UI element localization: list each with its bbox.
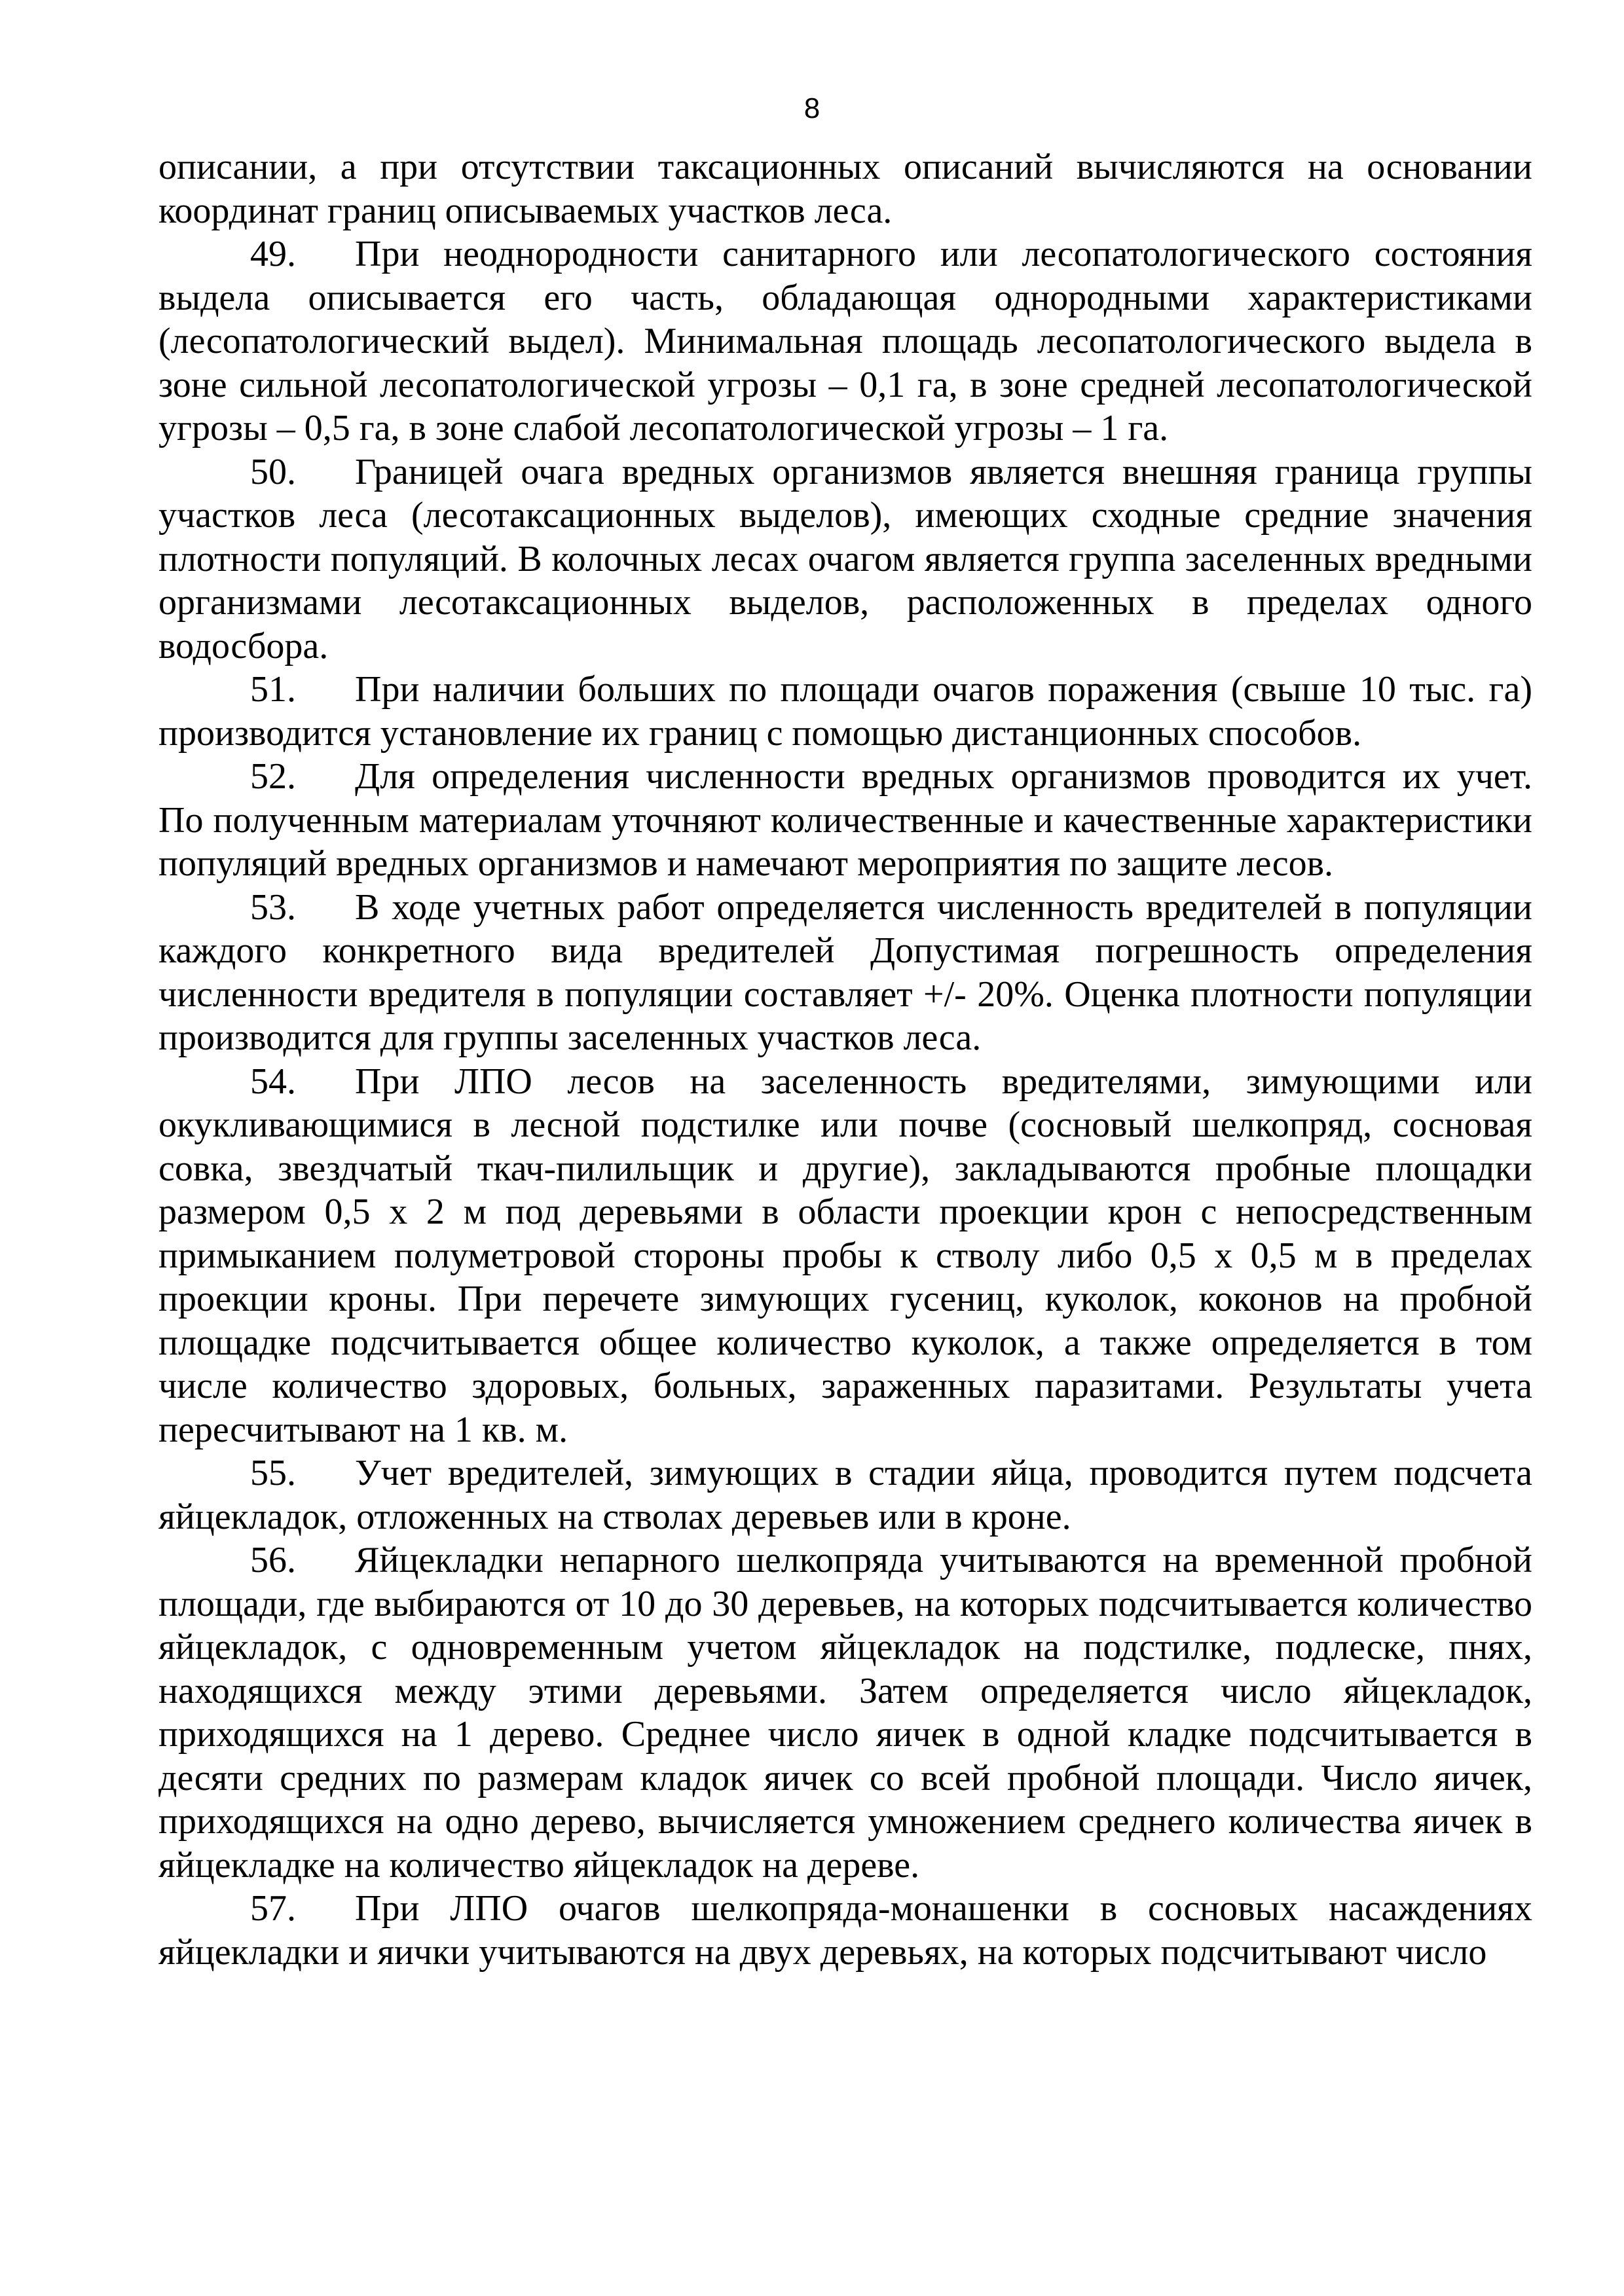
paragraph-text: При наличии больших по площади очагов поражения (свыше 10 тыс. га) производится установление их границ с помощью дистанционных способов. [158,669,1532,754]
paragraph-number: 55. [250,1453,296,1493]
paragraph-number: 54. [250,1061,296,1102]
paragraph-text: При неоднородности санитарного или лесопатологического состояния выдела описывается его часть, обладающая однородными характеристиками (лесопатологический выдел). Минимальная площадь лесопатологического выдела в зоне сильной лесопатологической угрозы – 0,1 га, в зоне средней лесопатологической угрозы – 0,5 га, в зоне слабой лесопатологической угрозы – 1 га. [158,234,1532,448]
paragraph-50 [158,450,1532,668]
paragraph-52 [158,755,1532,886]
paragraph-text: Яйцекладки непарного шелкопряда учитываются на временной пробной площади, где выбираются от 10 до 30 деревьев, на которых подсчитывается количество яйцекладок, с одновременным учетом яйцекладок на подстилке, подлеске, пнях, находящихся между этими деревьями. Затем определяется число яйцекладок, приходящихся на 1 дерево. Среднее число яичек в одной кладке подсчитывается в десяти средних по размерам кладок яичек со всей пробной площади. Число яичек, приходящихся на одно дерево, вычисляется умножением среднего количества яичек в яйцекладке на количество яйцекладок на дереве. [158,1540,1532,1886]
continuation-paragraph: описании, а при отсутствии таксационных описаний вычисляются на основании координат границ описываемых участков леса. [158,147,1532,231]
paragraph-number: 51. [250,669,296,710]
paragraph-56 [158,1539,1532,1887]
paragraph-number: 53. [250,886,296,928]
paragraph-text: Учет вредителей, зимующих в стадии яйца, проводится путем подсчета яйцекладок, отложенных на стволах деревьев или в кроне. [158,1453,1532,1537]
paragraph-text: Границей очага вредных организмов является внешняя граница группы участков леса (лесотаксационных выделов), имеющих сходные средние значения плотности популяций. В колочных лесах очагом является группа заселенных вредными организмами лесотаксационных выделов, расположенных в пределах одного водосбора. [158,451,1532,666]
paragraph-number: 52. [250,756,296,797]
document-body [158,145,1532,1974]
paragraph-number: 50. [250,451,296,492]
paragraph-54 [158,1060,1532,1452]
paragraph-57 [158,1887,1532,1974]
paragraph-number: 57. [250,1888,296,1929]
paragraph-number: 56. [250,1540,296,1580]
paragraph-49 [158,232,1532,450]
paragraph-text: При ЛПО лесов на заселенность вредителями, зимующими или окукливающимися в лесной подстилке или почве (сосновый шелкопряд, сосновая совка, звездчатый ткач-пилильщик и другие), закладываются пробные площадки размером 0,5 х 2 м под деревьями в области проекции крон с непосредственным примыканием полуметровой стороны пробы к стволу либо 0,5 х 0,5 м в пределах проекции кроны. При перечете зимующих гусениц, куколок, коконов на пробной площадке подсчитывается общее количество куколок, а также определяется в том числе количество здоровых, больных, зараженных паразитами. Результаты учета пересчитывают на 1 кв. м. [158,1061,1532,1450]
page-number: 8 [803,92,821,124]
paragraph-text: При ЛПО очагов шелкопряда-монашенки в сосновых насаждениях яйцекладки и яички учитываются на двух деревьях, на которых подсчитывают число [158,1888,1532,1973]
paragraph-text: В ходе учетных работ определяется численность вредителей в популяции каждого конкретного вида вредителей Допустимая погрешность определения численности вредителя в популяции составляет +/- 20%. Оценка плотности популяции производится для группы заселенных участков леса. [158,886,1532,1058]
paragraph-53 [158,886,1532,1060]
paragraph-55 [158,1451,1532,1539]
paragraph-number: 49. [250,234,296,274]
paragraph-text: Для определения численности вредных организмов проводится их учет. По полученным материалам уточняют количественные и качественные характеристики популяций вредных организмов и намечают мероприятия по защите лесов. [158,756,1532,884]
paragraph-51 [158,668,1532,755]
